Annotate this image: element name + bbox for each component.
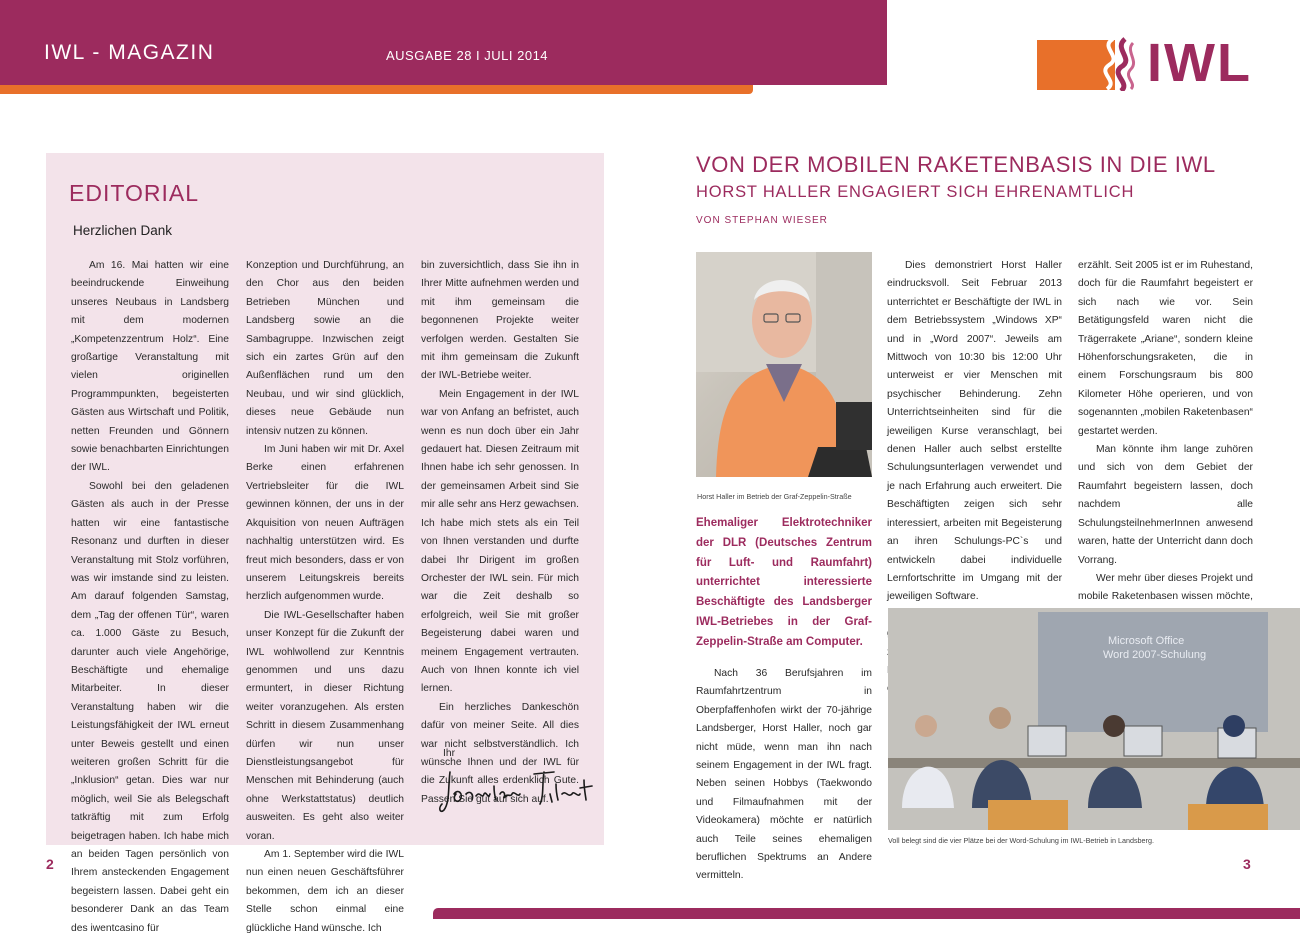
article-title: VON DER MOBILEN RAKETENBASIS IN DIE IWL (696, 152, 1216, 177)
paragraph: Die IWL-Gesellschafter haben unser Konzept für die Zukunft der IWL wohlwollend zur Kenntnis genommen und uns dazu ermuntert, in dieser Richtung weiter voranzugehen. Als ersten Schritt in diesem Zusammenhang dürfen wir nun unser Dienstleistungsangebot für Menschen mit Behinderung (auch ohne Werkstattstatus) deutlich ausweiten. Es geht also weiter voran. (246, 609, 404, 842)
paragraph: bin zuversichtlich, dass Sie ihn in Ihrer Mitte aufnehmen werden und mit ihm gemeinsam die begonnenen Projekte weiter verfolgen werden. Gestalten Sie mit ihm gemeinsam die Zukunft der IWL-Betriebe weiter. (421, 260, 579, 382)
paragraph: Ein herzliches Dankeschön dafür von meiner Seite. All dies war nicht selbstverständlich. Ich wünsche Ihnen und der IWL für die Zukunft alles erdenklich Gute. Passen Sie gut auf sich auf. (421, 701, 579, 805)
editorial-title: EDITORIAL (69, 180, 199, 206)
logo-text: IWL (1147, 33, 1252, 93)
editorial-subtitle: Herzlichen Dank (73, 223, 173, 238)
paragraph: Dies demonstriert Horst Haller eindrucksvoll. Seit Februar 2013 unterrichtet er Beschäftigte der IWL in dem Betriebssystem „Windows XP“ und in „Word 2007“. Jeweils am Mittwoch von 10:30 bis 12:00 Uhr unterweist er vier Menschen mit psychischer Behinderung. Zehn Unterrichtseinheiten sind für die jeweiligen Kurse veranschlagt, bei denen Haller auch selbst erstellte Schulungsunterlagen verwendet und je nach Erfahrung auch erweitert. Die Beschäftigten zeigen sich sehr interessiert, arbeiten mit Begeisterung an ihren Schulungs-PC`s und entwickeln dabei individuelle Lernfortschritte im Umgang mit der jeweiligen Software. (887, 260, 1062, 603)
signature-image (436, 764, 596, 816)
closing-word: Ihr (443, 748, 456, 759)
page-number-right: 3 (1243, 856, 1251, 872)
page-number-left: 2 (46, 856, 54, 872)
paragraph: Man könnte ihm lange zuhören und sich von dem Gebiet der Raumfahrt begeistern lassen, doch nachdem alle SchulungsteilnehmerInnen anwesend waren, hatte der Unterricht dann doch Vorrang. (1078, 444, 1253, 566)
classroom-caption: Voll belegt sind die vier Plätze bei der Word-Schulung im IWL-Betrieb in Landsberg. (888, 836, 1154, 845)
screen-text-1: Microsoft Office (1108, 635, 1185, 647)
header-accent-stripe (0, 85, 753, 94)
article-subtitle: HORST HALLER ENGAGIERT SICH EHRENAMTLICH (696, 183, 1135, 201)
editorial-column-2 (246, 257, 404, 938)
article-column-3 (1078, 257, 1253, 644)
footer-bar (433, 908, 1300, 919)
classroom-photo (888, 608, 1300, 830)
editorial-column-1 (71, 257, 229, 938)
paragraph: Sowohl bei den geladenen Gästen als auch in der Presse hatten wir eine fantastische Resonanz und durften in dieser Veranstaltung mit Stolz vorführen, was wir imstande sind zu leisten. Am darauf folgenden Samstag, dem „Tag der offenen Tür“, waren ca. 1.000 Gäste zu Besuch, darunter auch viele Angehörige, Beschäftigte und ehemalige Mitarbeiter. In dieser Veranstaltung haben wir die Leistungsfähigkeit der IWL erneut unter Beweis gestellt und einen weiteren großen Schritt für die „Inklusion“ getan. Dies war nur möglich, weil Sie als Belegschaft tatkräftig mit zum Erfolg beigetragen haben. Ich habe mich an beiden Tagen persönlich von Ihrem ansteckenden Engagement begeistern lassen. Dabei geht ein besonderer Dank an das Team des iwentcasino für (71, 480, 229, 934)
portrait-caption: Horst Haller im Betrieb der Graf-Zeppelin-Straße (697, 492, 852, 501)
logo-swirl-icon (1073, 37, 1145, 91)
article-author: VON STEPHAN WIESER (696, 215, 828, 226)
paragraph: Mein Engagement in der IWL war von Anfang an befristet, auch wenn es nun doch über ein Jahr gedauert hat. Diesen Zeitraum mit Ihnen habe ich sehr genossen. In der gemeinsamen Arbeit sind Sie mir alle sehr ans Herz gewachsen. Ich habe mich stets als ein Teil von Ihnen verstanden und durfte dabei Ihr Dirigent im großen Orchester der IWL sein. Für mich war die Zeit deshalb so erfolgreich, weil Sie mit großer Begeisterung dabei waren und meinem Engagement vertrauten. Auch von Ihnen konnte ich viel lernen. (421, 388, 579, 695)
portrait-photo (696, 252, 872, 477)
paragraph: Wer mehr über dieses Projekt und mobile Raketenbasen wissen möchte, (1078, 572, 1253, 603)
paragraph: Am 16. Mai hatten wir eine beeindruckende Einweihung unseres Neubaus in Landsberg mit dem modernen „Kompetenzzentrum Holz“. Eine großartige Veranstaltung mit vielen originellen Programmpunkten, begeisterten Gästen aus Wirtschaft und Politik, netten Freunden und Gönnern sowie benachbarten Einrichtungen der IWL. (71, 260, 229, 474)
paragraph: Nach 36 Berufsjahren im Raumfahrtzentrum in Oberpfaffenhofen wirkt der 70-jährige Landsberger, Horst Haller, noch gar nicht müde, wenn man ihn nach seinem Engagement in der IWL fragt. Neben seinen Hobbys (Taekwondo und Filmaufnahmen mit der Videokamera) möchte er natürlich auch Teile seines ehemaligen beruflichen Spektrums an Andere vermitteln. (696, 668, 872, 882)
classroom-illustration (888, 608, 1300, 830)
editorial-column-3 (421, 257, 579, 809)
paragraph: Im Juni haben wir mit Dr. Axel Berke einen erfahrenen Vertriebsleiter für die IWL gewinnen können, der uns in der Akquisition von neuen Aufträgen nachhaltig unterstützen wird. Es freut mich besonders, dass er von unserem Leitungskreis bereits herzlich aufgenommen wurde. (246, 444, 404, 603)
magazine-title: IWL - MAGAZIN (44, 41, 215, 64)
iwl-logo (1037, 33, 1252, 93)
article-lead: Ehemaliger Elektrotechniker der DLR (Deutsches Zentrum für Luft- und Raumfahrt) unterrichtet interessierte Beschäftigte des Landsberger IWL-Betriebes in der Graf-Zeppelin-Straße am Computer. (696, 517, 872, 648)
article-column-1 (696, 665, 872, 886)
screen-text-2: Word 2007-Schulung (1103, 649, 1207, 661)
paragraph: Am 1. September wird die IWL nun einen neuen Geschäftsführer bekommen, dem ich an dieser Stelle schon einmal eine glückliche Hand wünsche. Ich (246, 849, 404, 934)
issue-label: AUSGABE 28 I JULI 2014 (386, 48, 549, 63)
paragraph: Konzeption und Durchführung, an den Chor aus den beiden Betrieben München und Landsberg sowie an die Sambagruppe. Inzwischen zeigt sich ein zartes Grün auf den Außenflächen rund um den Neubau, und wir sind glücklich, dieses neue Gebäude nun intensiv nutzen zu können. (246, 260, 404, 437)
paragraph: erzählt. Seit 2005 ist er im Ruhestand, doch für die Raumfahrt begeistert er sich nach wie vor. Sein Betätigungsfeld waren nicht die Trägerrakete „Ariane“, sondern kleine Höhenforschungsraketen, die in einem Forschungsraum bis 800 Kilometer Höhe operieren, und von sogenannten „mobilen Raketenbasen“ gestartet werden. (1078, 260, 1253, 437)
portrait-illustration (696, 252, 872, 477)
